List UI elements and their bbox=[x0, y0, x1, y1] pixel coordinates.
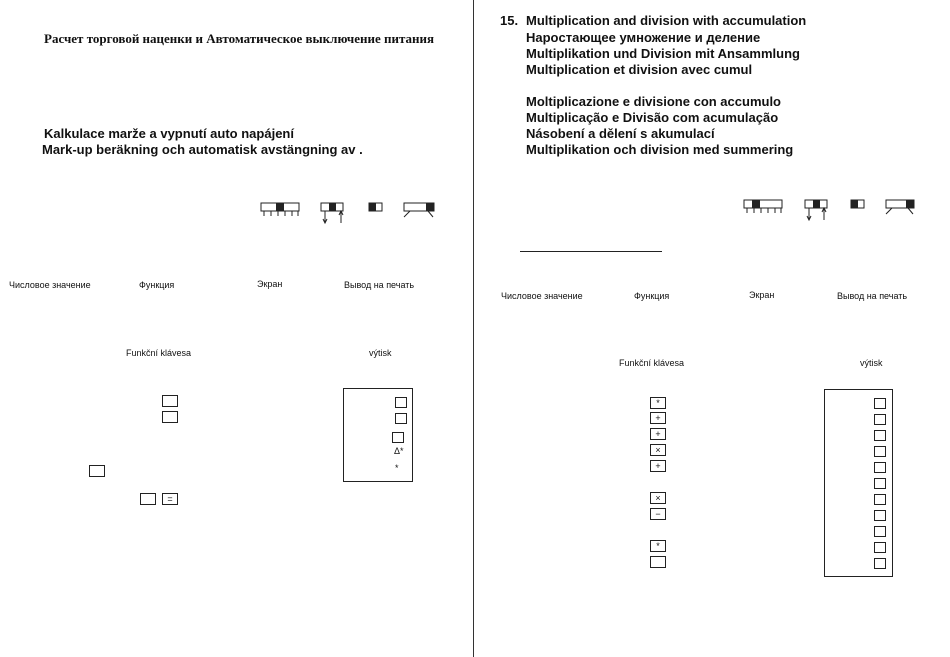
function-key[interactable] bbox=[140, 493, 156, 505]
right-header-function: Функция bbox=[634, 291, 670, 301]
printout-box bbox=[874, 494, 886, 505]
left-header-function: Функция bbox=[139, 280, 175, 290]
right-title-it: Moltiplicazione e divisione con accumulo bbox=[526, 94, 781, 109]
right-section-number: 15. bbox=[500, 13, 519, 28]
decimal-switch-icon bbox=[744, 200, 782, 213]
print-switch-icon bbox=[369, 203, 382, 211]
print-switch-icon bbox=[851, 200, 864, 208]
printout-box bbox=[874, 430, 886, 441]
rounding-switch-icon bbox=[805, 200, 827, 220]
left-subheader-function-key: Funkční klávesa bbox=[126, 348, 192, 358]
printout-box bbox=[874, 414, 886, 425]
function-key[interactable] bbox=[650, 556, 666, 568]
function-key[interactable] bbox=[162, 411, 178, 423]
decimal-switch-icon bbox=[261, 203, 299, 216]
right-header-display: Экран bbox=[749, 290, 775, 300]
printout-box bbox=[395, 413, 407, 424]
printout-box bbox=[874, 542, 886, 553]
left-header-value: Числовое значение bbox=[9, 280, 91, 290]
equals-key[interactable]: = bbox=[162, 493, 178, 505]
right-subheader-print: výtisk bbox=[860, 358, 883, 368]
left-printout bbox=[343, 388, 413, 482]
function-key[interactable] bbox=[162, 395, 178, 407]
left-header-print: Вывод на печать bbox=[344, 280, 415, 290]
printout-star: * bbox=[395, 463, 399, 473]
printout-box bbox=[874, 398, 886, 409]
multiply-key[interactable]: × bbox=[650, 444, 666, 456]
rounding-switch-icon bbox=[321, 203, 343, 223]
right-title-sv: Multiplikation och division med summering bbox=[526, 142, 794, 157]
printout-box bbox=[392, 432, 404, 443]
plus-key[interactable]: + bbox=[650, 412, 666, 424]
function-key[interactable] bbox=[89, 465, 105, 477]
right-title-fr: Multiplication et division avec cumul bbox=[526, 62, 753, 77]
right-header-value: Числовое значение bbox=[501, 291, 583, 301]
right-title-cs: Násobení a dělení s akumulací bbox=[526, 126, 715, 141]
right-header-print: Вывод на печать bbox=[837, 291, 908, 301]
left-title-ru: Расчет торговой наценки и Автоматическое выключение питания bbox=[44, 31, 435, 46]
right-printout bbox=[824, 389, 893, 577]
page-divider bbox=[473, 0, 474, 657]
right-title-ru: Нароcтающее умножение и деление bbox=[526, 30, 761, 45]
printout-box bbox=[874, 462, 886, 473]
plus-key[interactable]: + bbox=[650, 460, 666, 472]
blank-line bbox=[520, 251, 662, 252]
minus-key[interactable]: − bbox=[650, 508, 666, 520]
right-title-pt: Multiplicação e Divisão com acumulação bbox=[526, 110, 779, 125]
printout-box bbox=[874, 558, 886, 569]
right-switch-icons bbox=[742, 197, 922, 225]
power-switch-icon bbox=[886, 200, 914, 214]
printout-box bbox=[874, 478, 886, 489]
star-key[interactable]: * bbox=[650, 397, 666, 409]
printout-box bbox=[395, 397, 407, 408]
left-header-display: Экран bbox=[257, 279, 283, 289]
power-switch-icon bbox=[404, 203, 434, 217]
right-title-de: Multiplikation und Division mit Ansammlung bbox=[526, 46, 800, 61]
right-title-en: Multiplication and division with accumulation bbox=[526, 13, 807, 28]
left-title-cs: Kalkulace marže a vypnutí auto napájení bbox=[44, 126, 294, 141]
printout-box bbox=[874, 446, 886, 457]
left-title-sv: Mark-up beräkning och automatisk avstängning av . bbox=[42, 142, 363, 157]
right-subheader-function-key: Funkční klávesa bbox=[619, 358, 685, 368]
printout-box bbox=[874, 510, 886, 521]
plus-key[interactable]: + bbox=[650, 428, 666, 440]
printout-delta-star: Δ* bbox=[394, 446, 404, 456]
left-switch-icons bbox=[260, 200, 440, 228]
printout-box bbox=[874, 526, 886, 537]
multiply-key[interactable]: × bbox=[650, 492, 666, 504]
star-key[interactable]: * bbox=[650, 540, 666, 552]
left-subheader-print: výtisk bbox=[369, 348, 392, 358]
